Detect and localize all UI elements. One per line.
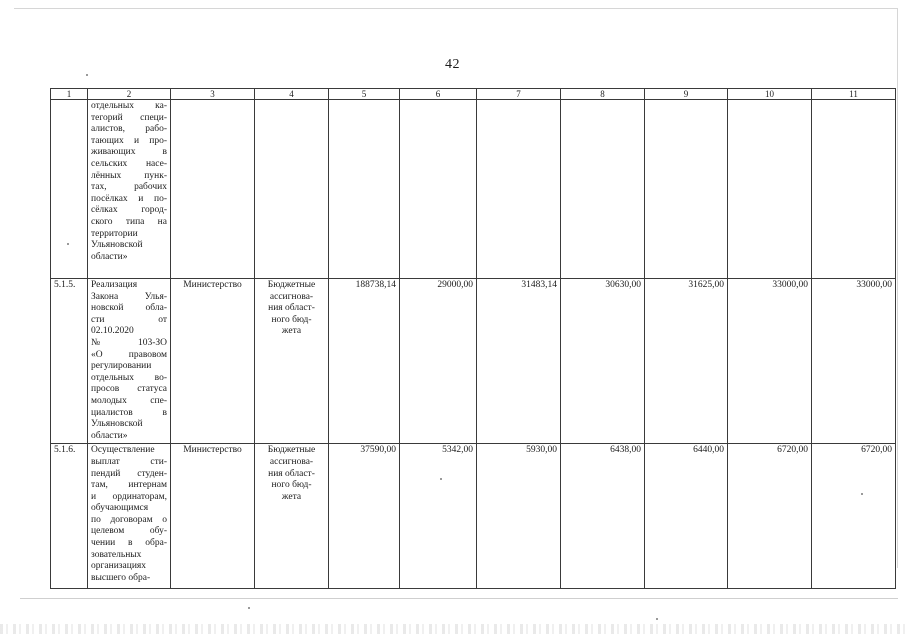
column-number-9: 9 bbox=[645, 89, 728, 100]
funding-value-col-5: 188738,14 bbox=[329, 279, 400, 444]
measure-name-line: организациях bbox=[91, 561, 147, 572]
funding-value-col-6: 5342,00 bbox=[400, 444, 477, 589]
measure-name-line: Реализация bbox=[91, 280, 138, 290]
funding-source-cell bbox=[255, 100, 329, 279]
measure-name-line: территории bbox=[91, 228, 138, 239]
measure-name-line: выплат сти- bbox=[91, 456, 167, 467]
measure-name-line: там, интернам bbox=[91, 480, 167, 491]
measure-name-line: просов статуса bbox=[91, 384, 167, 395]
scan-artifact-strip bbox=[0, 624, 905, 634]
funding-value-col-10: 33000,00 bbox=[728, 279, 812, 444]
measure-name-line: Ульяновской bbox=[91, 240, 143, 251]
measure-name-line: циалистов в bbox=[91, 407, 167, 418]
measure-name-line: «О правовом bbox=[91, 349, 167, 360]
measure-name-line: отдельных ка- bbox=[91, 101, 167, 111]
measure-name-line: лённых пунк- bbox=[91, 170, 167, 181]
measure-name-line: пендий студен- bbox=[91, 468, 167, 479]
measure-name-line: зовательных bbox=[91, 549, 142, 560]
measure-name-line: посёлках и по- bbox=[91, 193, 167, 204]
funding-value-col-11: 6720,00 bbox=[812, 444, 896, 589]
measure-name-line: живающих в bbox=[91, 147, 167, 158]
funding-value-col-7: 5930,00 bbox=[477, 444, 561, 589]
funding-source-cell bbox=[255, 444, 329, 589]
funding-source-line: Бюджетные bbox=[267, 445, 316, 456]
measure-name-line: сёлках город- bbox=[91, 205, 167, 216]
program-table bbox=[50, 88, 896, 589]
funding-value-col-9: 6440,00 bbox=[645, 444, 728, 589]
column-number-5: 5 bbox=[329, 89, 400, 100]
scan-speck bbox=[440, 478, 442, 480]
funding-source-line: ного бюд- bbox=[271, 314, 312, 325]
funding-value-col-8 bbox=[561, 100, 645, 279]
item-code-cell: 5.1.6. bbox=[51, 444, 88, 589]
page-bottom-rule bbox=[20, 598, 898, 599]
measure-name-line: сельских насе- bbox=[91, 158, 167, 169]
page-right-edge bbox=[897, 8, 898, 568]
table-row bbox=[51, 100, 896, 279]
executor-cell: Министерство bbox=[171, 279, 255, 444]
column-number-7: 7 bbox=[477, 89, 561, 100]
measure-name-line: тах, рабочих bbox=[91, 182, 167, 193]
measure-name-line: целевом обу- bbox=[91, 526, 167, 537]
funding-source-line: жета bbox=[281, 491, 302, 502]
item-code-cell bbox=[51, 100, 88, 279]
column-number-11: 11 bbox=[812, 89, 896, 100]
funding-value-col-10: 6720,00 bbox=[728, 444, 812, 589]
measure-name-line: по договорам о bbox=[91, 514, 167, 525]
item-code-cell: 5.1.5. bbox=[51, 279, 88, 444]
measure-name-cell bbox=[88, 279, 171, 444]
table-row bbox=[51, 279, 896, 444]
funding-value-col-11: 33000,00 bbox=[812, 279, 896, 444]
measure-name-line: Осуществление bbox=[91, 445, 155, 456]
measure-name-line: № 103-ЗО bbox=[91, 337, 167, 348]
measure-name-line: отдельных во- bbox=[91, 372, 167, 383]
measure-name-line: Ульяновской bbox=[91, 419, 143, 430]
column-number-2: 2 bbox=[88, 89, 171, 100]
measure-name-line: и ординаторам, bbox=[91, 491, 167, 502]
measure-name-line: обучающимся bbox=[91, 503, 149, 514]
measure-name-line: области» bbox=[91, 251, 128, 262]
scan-speck bbox=[861, 493, 863, 495]
column-number-3: 3 bbox=[171, 89, 255, 100]
funding-value-col-8: 6438,00 bbox=[561, 444, 645, 589]
funding-source-line: ния област- bbox=[268, 303, 315, 314]
page-top-edge bbox=[14, 8, 898, 9]
funding-source-line: ассигнова- bbox=[269, 291, 314, 302]
column-number-row bbox=[51, 89, 896, 100]
funding-source-line: ного бюд- bbox=[271, 480, 312, 491]
funding-value-col-9: 31625,00 bbox=[645, 279, 728, 444]
measure-name-line: тающих и про- bbox=[91, 135, 167, 146]
executor-cell bbox=[171, 100, 255, 279]
scan-speck bbox=[656, 618, 658, 620]
column-number-1: 1 bbox=[51, 89, 88, 100]
measure-name-line: ского типа на bbox=[91, 216, 167, 227]
measure-name-line: Закона Улья- bbox=[91, 291, 167, 302]
column-number-6: 6 bbox=[400, 89, 477, 100]
table-row bbox=[51, 444, 896, 589]
executor-cell: Министерство bbox=[171, 444, 255, 589]
column-number-4: 4 bbox=[255, 89, 329, 100]
scan-speck bbox=[248, 607, 250, 609]
funding-value-col-11 bbox=[812, 100, 896, 279]
funding-source-line: Бюджетные bbox=[267, 280, 316, 290]
funding-value-col-7 bbox=[477, 100, 561, 279]
measure-name-line: чении в обра- bbox=[91, 538, 167, 549]
measure-name-line: молодых спе- bbox=[91, 395, 167, 406]
measure-name-line: 02.10.2020 bbox=[91, 326, 134, 337]
column-number-10: 10 bbox=[728, 89, 812, 100]
measure-name-line: области» bbox=[91, 430, 128, 441]
page-number: 42 bbox=[445, 57, 460, 72]
measure-name-line: сти от bbox=[91, 314, 167, 325]
funding-value-col-6 bbox=[400, 100, 477, 279]
funding-value-col-10 bbox=[728, 100, 812, 279]
funding-value-col-8: 30630,00 bbox=[561, 279, 645, 444]
funding-value-col-6: 29000,00 bbox=[400, 279, 477, 444]
scan-speck bbox=[67, 243, 69, 245]
column-number-8: 8 bbox=[561, 89, 645, 100]
measure-name-line: алистов, рабо- bbox=[91, 124, 167, 135]
funding-value-col-5: 37590,00 bbox=[329, 444, 400, 589]
measure-name-cell bbox=[88, 100, 171, 279]
funding-source-cell bbox=[255, 279, 329, 444]
scan-speck bbox=[86, 74, 88, 76]
measure-name-cell bbox=[88, 444, 171, 589]
measure-name-line: регулировании bbox=[91, 361, 152, 372]
funding-value-col-5 bbox=[329, 100, 400, 279]
measure-name-line: высшего обра- bbox=[91, 572, 151, 583]
funding-source-line: ассигнова- bbox=[269, 456, 314, 467]
funding-value-col-9 bbox=[645, 100, 728, 279]
measure-name-line: новской обла- bbox=[91, 303, 167, 314]
funding-source-line: ния област- bbox=[268, 468, 315, 479]
measure-name-line: тегорий специ- bbox=[91, 112, 167, 123]
funding-source-line: жета bbox=[281, 326, 302, 337]
funding-value-col-7: 31483,14 bbox=[477, 279, 561, 444]
